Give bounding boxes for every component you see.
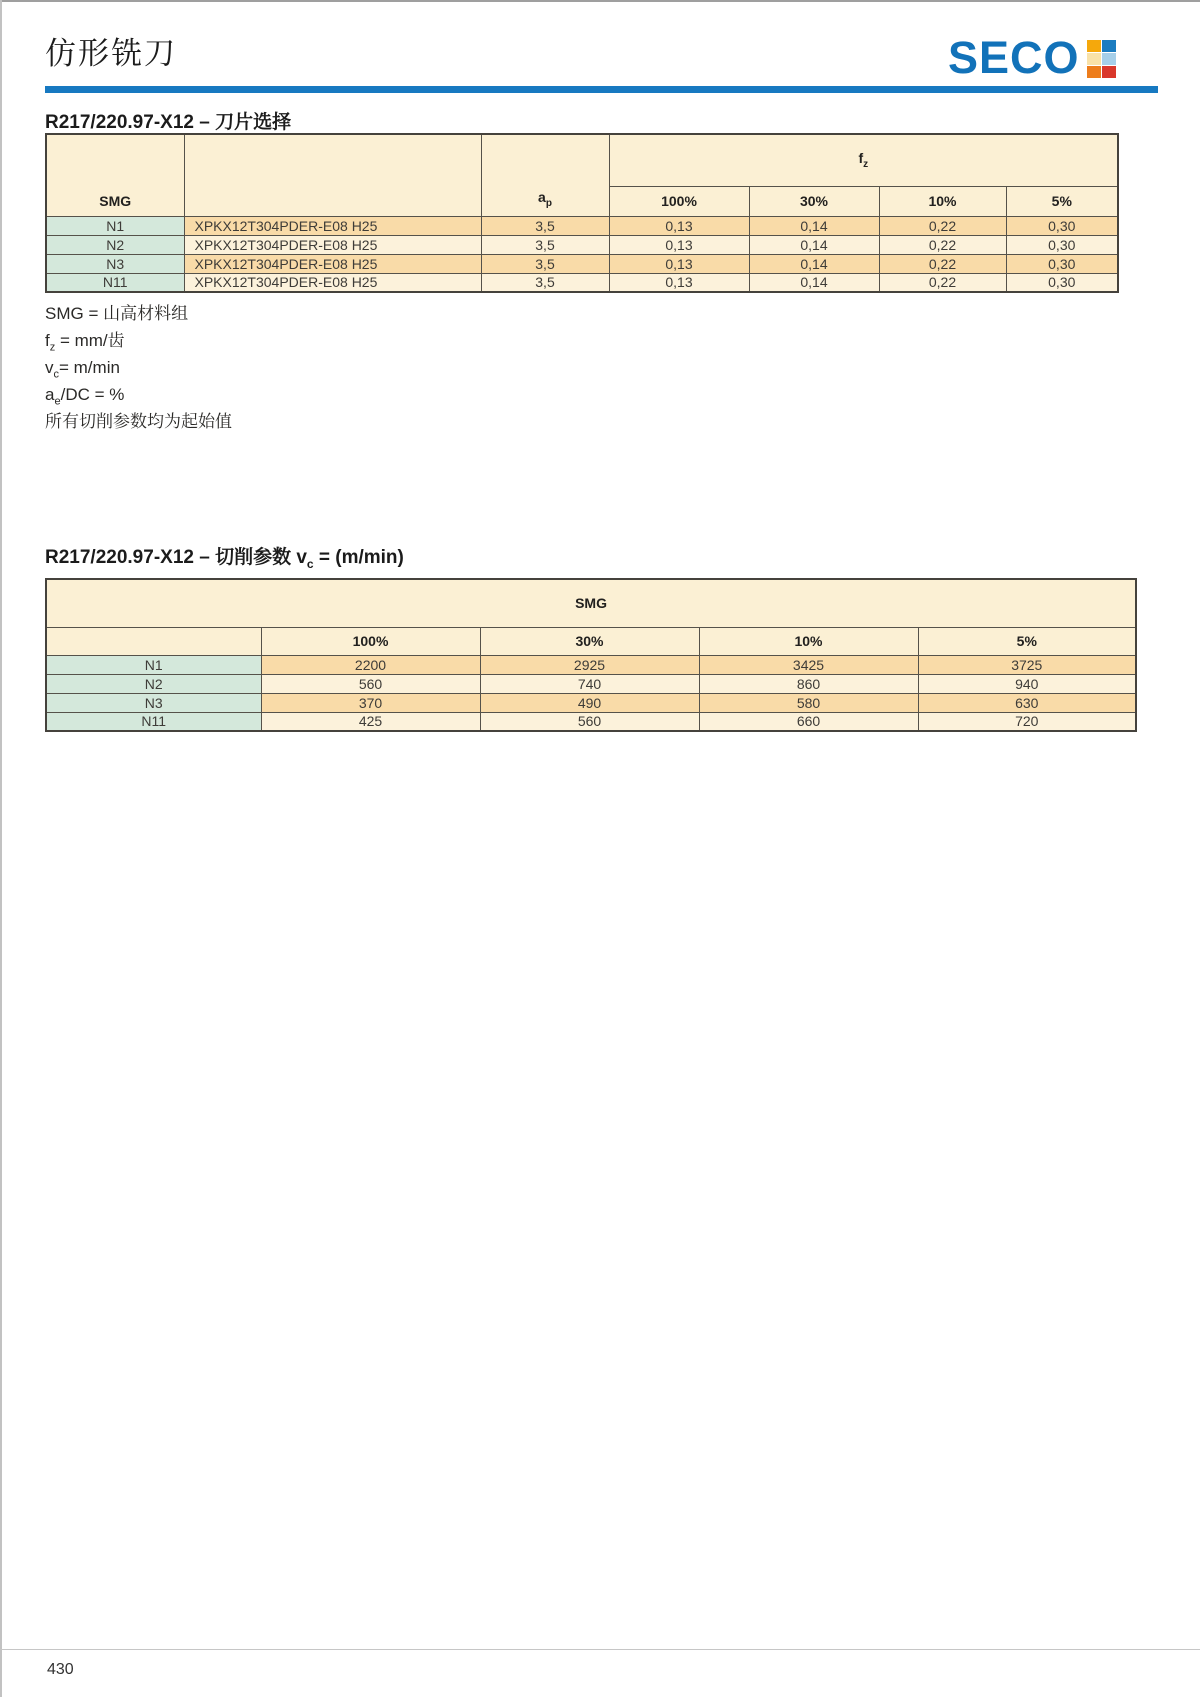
legend-line: $v_c= m/\min$ [45, 358, 120, 381]
table2-smg-banner: SMG [46, 579, 1136, 627]
col-header-5pct: 5% [918, 627, 1136, 655]
smg-cell: N2 [46, 235, 184, 254]
legend-line: $f_z = mm/$齿 [45, 331, 125, 354]
fz-cell: 0,22 [879, 254, 1006, 273]
header-divider-rule [45, 86, 1158, 93]
vc-cell: 660 [699, 712, 918, 731]
insert-cell: XPKX12T304PDER-E08 H25 [184, 254, 481, 273]
ap-cell: 3,5 [481, 273, 609, 292]
seco-logo-mark-icon [1087, 40, 1116, 78]
fz-cell: 0,13 [609, 216, 749, 235]
table-row [46, 712, 1136, 731]
smg-cell: N3 [46, 693, 261, 712]
fz-cell: 0,30 [1006, 254, 1118, 273]
col-group-header-fz: $f_z$ [609, 134, 1118, 186]
col-header-100pct: 100% [609, 186, 749, 216]
smg-cell: N1 [46, 216, 184, 235]
fz-cell: 0,30 [1006, 235, 1118, 254]
section1-title-text: R217/220.97-X12 – 刀片选择 [45, 112, 292, 133]
fz-cell: 0,22 [879, 216, 1006, 235]
insert-cell: XPKX12T304PDER-E08 H25 [184, 235, 481, 254]
smg-cell: N11 [46, 712, 261, 731]
logo-square [1102, 53, 1116, 65]
vc-cell: 3425 [699, 655, 918, 674]
logo-square [1087, 66, 1101, 78]
col-header-100pct: 100% [261, 627, 480, 655]
vc-cell: 490 [480, 693, 699, 712]
col-header-30pct: 30% [480, 627, 699, 655]
table-row [46, 254, 1118, 273]
table-row [46, 216, 1118, 235]
table-row [46, 693, 1136, 712]
smg-cell: N3 [46, 254, 184, 273]
smg-cell: N2 [46, 674, 261, 693]
fz-cell: 0,14 [749, 254, 879, 273]
fz-cell: 0,14 [749, 235, 879, 254]
vc-cell: 740 [480, 674, 699, 693]
smg-cell: N1 [46, 655, 261, 674]
vc-cell: 940 [918, 674, 1136, 693]
table-row [46, 235, 1118, 254]
vc-cell: 425 [261, 712, 480, 731]
legend-line: SMG = 山高材料组 [45, 304, 189, 323]
insert-selection-table [45, 133, 1119, 293]
seco-logo-text: SECO [948, 32, 1080, 83]
table-row [46, 674, 1136, 693]
insert-cell: XPKX12T304PDER-E08 H25 [184, 216, 481, 235]
legend-line: $a_e/DC$ = % [45, 385, 125, 408]
logo-square [1102, 66, 1116, 78]
fz-cell: 0,22 [879, 273, 1006, 292]
page-left-edge [0, 0, 2, 1697]
ap-cell: 3,5 [481, 216, 609, 235]
fz-cell: 0,14 [749, 273, 879, 292]
vc-cell: 370 [261, 693, 480, 712]
vc-cell: 630 [918, 693, 1136, 712]
logo-square [1102, 40, 1116, 52]
ap-cell: 3,5 [481, 235, 609, 254]
logo-square [1087, 53, 1101, 65]
col-header-5pct: 5% [1006, 186, 1118, 216]
logo-square [1087, 40, 1101, 52]
smg-cell: N11 [46, 273, 184, 292]
section1-title [45, 107, 291, 134]
fz-cell: 0,22 [879, 235, 1006, 254]
col-header-insert-blank [184, 134, 481, 216]
col-header-blank [46, 627, 261, 655]
col-header-ap: $a_p$ [481, 134, 609, 216]
vc-cell: 2200 [261, 655, 480, 674]
table-row [46, 273, 1118, 292]
col-header-smg: SMG [46, 134, 184, 216]
col-header-30pct: 30% [749, 186, 879, 216]
vc-cell: 860 [699, 674, 918, 693]
footer-divider-rule [0, 1649, 1200, 1650]
vc-cell: 2925 [480, 655, 699, 674]
fz-cell: 0,13 [609, 273, 749, 292]
fz-cell: 0,30 [1006, 216, 1118, 235]
page-top-edge [0, 0, 1200, 2]
section2-title: R217/220.97-X12 – 切削参数 $v_c = (m/\min)$ [45, 547, 404, 571]
page-title: 仿形铣刀 [45, 36, 177, 72]
vc-cell: 3725 [918, 655, 1136, 674]
seco-logo [948, 32, 1116, 83]
vc-cell: 560 [480, 712, 699, 731]
page-number: 430 [47, 1661, 74, 1678]
cutting-parameters-table [45, 578, 1137, 732]
table-row [46, 655, 1136, 674]
fz-cell: 0,13 [609, 235, 749, 254]
vc-cell: 580 [699, 693, 918, 712]
insert-cell: XPKX12T304PDER-E08 H25 [184, 273, 481, 292]
fz-cell: 0,13 [609, 254, 749, 273]
col-header-10pct: 10% [879, 186, 1006, 216]
fz-cell: 0,14 [749, 216, 879, 235]
vc-cell: 720 [918, 712, 1136, 731]
legend-line: 所有切削参数均为起始值 [45, 412, 232, 431]
fz-cell: 0,30 [1006, 273, 1118, 292]
ap-cell: 3,5 [481, 254, 609, 273]
vc-cell: 560 [261, 674, 480, 693]
legend [45, 300, 232, 435]
col-header-10pct: 10% [699, 627, 918, 655]
